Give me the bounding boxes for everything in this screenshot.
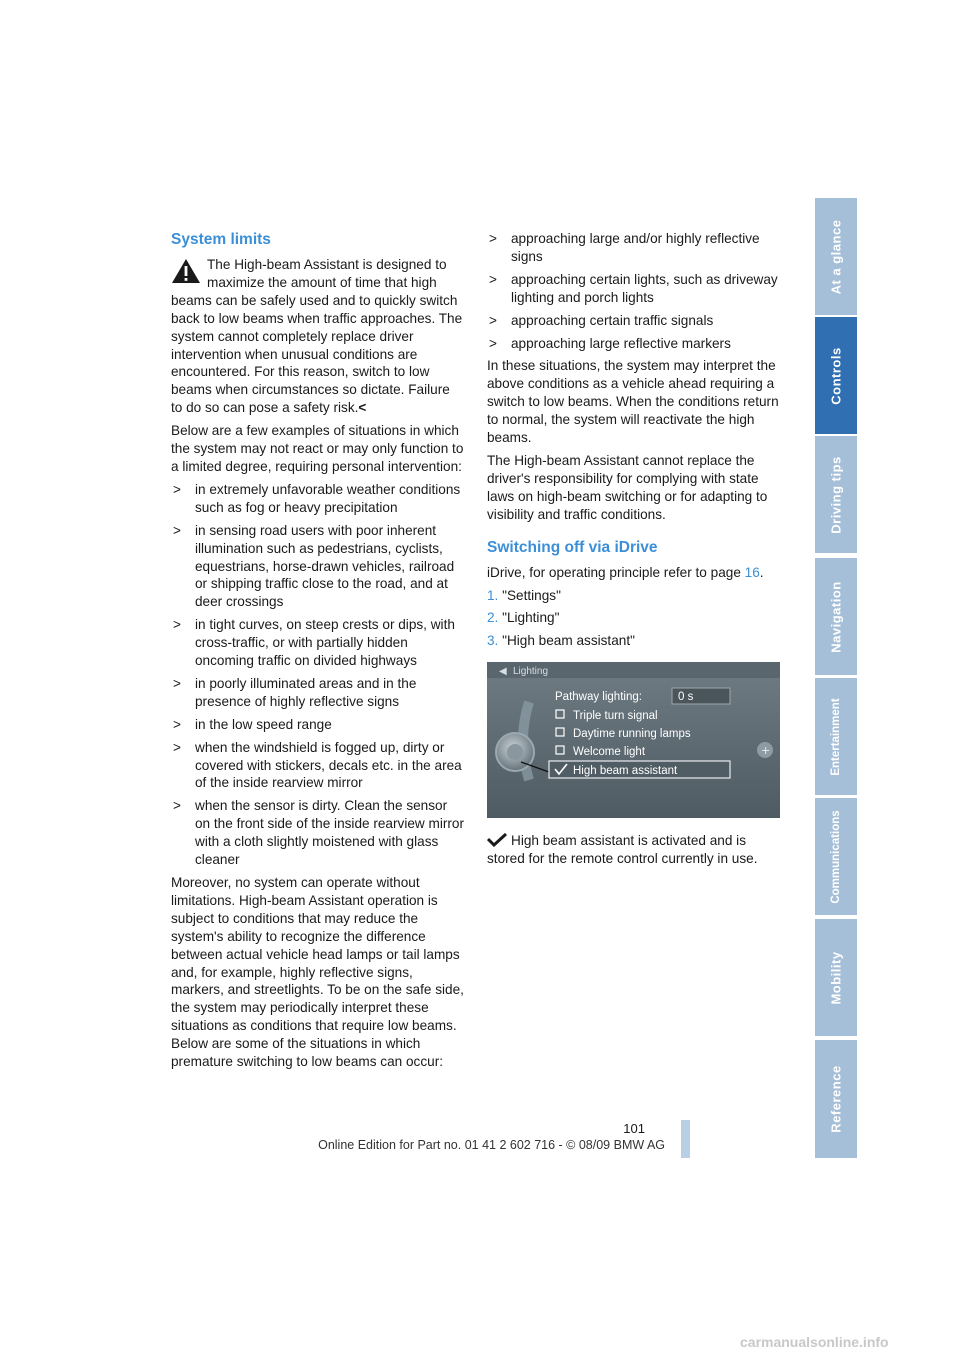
- list-item: [171, 522, 464, 612]
- limitations-list: [171, 481, 464, 869]
- sidebar-tab-label: Entertainment: [830, 697, 842, 776]
- list-item: [171, 616, 464, 670]
- sidebar-tab-label: At a glance: [828, 219, 844, 294]
- sidebar-tab-label: Navigation: [828, 580, 844, 653]
- list-item-text: in sensing road users with poor inherent illumination such as pedestrians, cyclists, equestrians, horse-drawn vehicles, railroad or shipping traffic close to the road, and at deer crossings: [195, 522, 455, 610]
- screen-item[interactable]: High beam assistant: [573, 765, 678, 778]
- list-item: [487, 312, 780, 330]
- bullet-marker: >: [173, 481, 181, 497]
- sidebar-tab-label: Controls: [828, 346, 844, 405]
- steps-list: [487, 587, 780, 651]
- sidebar-tab-controls[interactable]: [815, 317, 857, 436]
- warning-icon: [171, 258, 201, 284]
- list-item-text: in extremely unfavorable weather conditions such as fog or heavy precipitation: [195, 481, 461, 515]
- footer-edition: Online Edition for Part no. 01 41 2 602 716 - © 08/09 BMW AG: [318, 1138, 665, 1152]
- list-item: [171, 739, 464, 793]
- premature-switching-list: [487, 230, 780, 352]
- screen-back-icon: ◀: [499, 666, 507, 678]
- bullet-marker: >: [489, 312, 497, 328]
- system-limits-heading: System limits: [171, 231, 271, 248]
- bullet-marker: >: [173, 716, 181, 732]
- list-item: [171, 481, 464, 517]
- step-text: "Settings": [502, 587, 561, 603]
- situations-paragraph: In these situations, the system may interpret the above conditions as a vehicle ahead requiring a switch to low beams. When the conditions return to normal, the system will reactivate the high beams.: [487, 358, 779, 446]
- sidebar-tab-label: Driving tips: [828, 455, 844, 534]
- list-item-text: approaching certain lights, such as driveway lighting and porch lights: [511, 271, 778, 305]
- bullet-marker: >: [173, 617, 181, 633]
- sidebar-tab-label: Communications: [830, 809, 842, 904]
- step-item: [487, 609, 780, 627]
- sidebar-tab-entertainment[interactable]: [815, 678, 857, 797]
- sidebar-tab-driving-tips[interactable]: [815, 436, 857, 555]
- idrive-intro-text: iDrive, for operating principle refer to page: [487, 564, 741, 580]
- list-item: [487, 271, 780, 307]
- bullet-marker: >: [173, 798, 181, 814]
- page-reference-link[interactable]: 16: [744, 564, 760, 580]
- step-text: "High beam assistant": [502, 633, 635, 649]
- screen-item[interactable]: Triple turn signal: [573, 710, 658, 723]
- screen-title: Lighting: [513, 666, 549, 678]
- bullet-marker: >: [173, 739, 181, 755]
- list-item-text: in the low speed range: [195, 716, 332, 732]
- left-column: [171, 230, 464, 1076]
- sidebar-tab-reference[interactable]: [815, 1040, 857, 1160]
- screen-item[interactable]: Welcome light: [573, 746, 646, 759]
- list-item-text: approaching certain traffic signals: [511, 312, 714, 328]
- end-mark: <: [358, 400, 367, 416]
- screen-item[interactable]: Daytime running lamps: [573, 728, 691, 741]
- pathway-lighting-label: Pathway lighting:: [555, 691, 642, 704]
- right-column: [487, 230, 780, 873]
- sidebar-tab-at-a-glance[interactable]: [815, 198, 857, 317]
- caption-text: High beam assistant is activated and is stored for the remote control currently in use.: [487, 833, 758, 867]
- warning-text: The High-beam Assistant is designed to maximize the amount of time that high beams can be safely used and to quickly switch back to low beams when traffic approaches. The system cannot completely replace driver intervention when unusual conditions are encountered. For this reason, switch to low beams when circumstances so dictate. Failure to do so can pose a safety risk.: [171, 257, 463, 416]
- section-sidebar: [815, 198, 857, 1160]
- list-item-text: approaching large reflective markers: [511, 335, 731, 351]
- bullet-marker: >: [173, 675, 181, 691]
- step-number: 1.: [487, 587, 499, 603]
- caption-paragraph: [487, 832, 780, 868]
- responsibility-paragraph: The High-beam Assistant cannot replace the driver's responsibility for complying with state laws on high-beam switching or for adapting to visibility and traffic conditions.: [487, 452, 768, 522]
- checkmark-icon: [487, 833, 507, 847]
- sidebar-tab-label: Mobility: [828, 950, 844, 1005]
- step-item: [487, 587, 780, 605]
- list-item: [487, 230, 780, 266]
- bullet-marker: >: [489, 335, 497, 351]
- pathway-lighting-value: 0 s: [678, 691, 694, 704]
- list-item-text: in poorly illuminated areas and in the presence of highly reflective signs: [195, 675, 417, 709]
- sidebar-tab-label: Reference: [828, 1065, 844, 1133]
- sidebar-tab-communications[interactable]: [815, 798, 857, 917]
- step-number: 3.: [487, 633, 499, 649]
- list-item: [171, 716, 464, 734]
- step-number: 2.: [487, 610, 499, 626]
- sidebar-tab-mobility[interactable]: [815, 919, 857, 1038]
- sidebar-tab-navigation[interactable]: [815, 558, 857, 677]
- list-item-text: when the sensor is dirty. Clean the sensor on the front side of the inside rearview mirror with a cloth slightly moistened with glass cleaner: [195, 798, 464, 868]
- idrive-screen-image: [487, 662, 780, 818]
- list-item-text: when the windshield is fogged up, dirty or covered with stickers, decals etc. in the area of the inside rearview mirror: [195, 739, 462, 791]
- switching-off-heading: Switching off via iDrive: [487, 538, 658, 556]
- page-number: 101: [623, 1121, 645, 1136]
- step-text: "Lighting": [502, 610, 560, 626]
- idrive-intro: [487, 564, 780, 582]
- list-item-text: in tight curves, on steep crests or dips, with cross-traffic, or with partially hidden oncoming traffic on divided highways: [195, 617, 455, 669]
- bullet-marker: >: [489, 231, 497, 246]
- outro-paragraph: Moreover, no system can operate without limitations. High-beam Assistant operation is subject to conditions that may reduce the system's ability to recognize the difference between actual vehicle head lamps or tail lamps and, for example, highly reflective signs, markers, and streetlights. To be on the safe side, the system may periodically interpret these situations as conditions that require low beams. Below are some of the situations in which premature switching to low beams can occur:: [171, 875, 464, 1070]
- list-item: [487, 335, 780, 353]
- step-item: [487, 632, 780, 650]
- list-item: [171, 675, 464, 711]
- watermark: carmanualsonline.info: [740, 1334, 889, 1350]
- idrive-intro-end: .: [759, 564, 764, 580]
- intro-paragraph: Below are a few examples of situations in which the system may not react or may only function to a limited degree, requiring personal intervention:: [171, 423, 464, 474]
- footer-bar: [681, 1120, 690, 1158]
- bullet-marker: >: [173, 522, 181, 538]
- svg-text:+: +: [761, 744, 771, 758]
- warning-paragraph: [171, 256, 464, 417]
- bullet-marker: >: [489, 271, 497, 287]
- list-item: [171, 797, 464, 869]
- list-item-text: approaching large and/or highly reflective signs: [511, 231, 760, 264]
